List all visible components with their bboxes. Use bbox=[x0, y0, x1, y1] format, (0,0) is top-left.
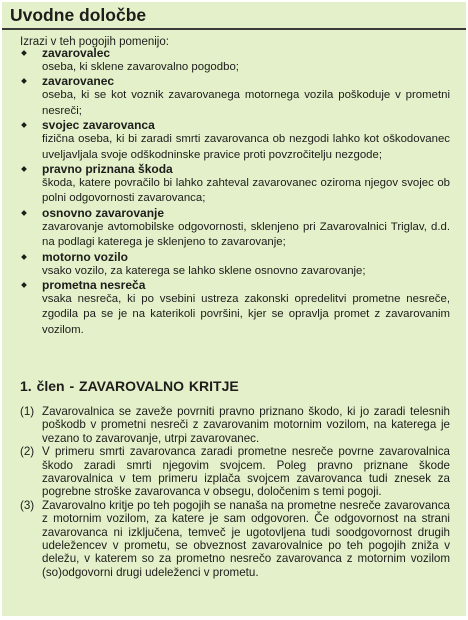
definition-term: prometna nesreča bbox=[42, 278, 146, 293]
diamond-bullet-icon bbox=[21, 210, 27, 216]
definition-text: fizična oseba, ki bi zaradi smrti zavarovanca ob nezgodi lahko kot oškodovanec uveljavljala svoje odškodninske pravice proti povzročitelju nezgode; bbox=[42, 133, 450, 161]
diamond-bullet-icon bbox=[21, 122, 27, 128]
paragraph-number: (3) bbox=[20, 498, 35, 512]
article-paragraph bbox=[20, 445, 450, 499]
definition-text: vsako vozilo, za katerega se lahko sklene osnovno zavarovanje; bbox=[42, 264, 366, 277]
diamond-bullet-icon bbox=[21, 79, 27, 85]
definition-text: zavarovanje avtomobilske odgovornosti, sklenjeno pri Zavarovalnici Triglav, d.d. na podlagi katerega je sklenjeno to zavarovanje; bbox=[42, 220, 450, 249]
page-title: Uvodne določbe bbox=[10, 5, 147, 25]
paragraph-number: (1) bbox=[20, 405, 35, 418]
definition-term: motorno vozilo bbox=[42, 249, 128, 264]
document-page bbox=[2, 2, 466, 616]
definition-item bbox=[20, 119, 450, 163]
definition-text: oseba, ki se kot voznik zavarovanega motornega vozila poškoduje v prometni nesreči; bbox=[42, 89, 450, 117]
diamond-bullet-icon bbox=[21, 282, 27, 288]
diamond-bullet-icon bbox=[21, 166, 27, 172]
definition-item bbox=[20, 251, 450, 279]
paragraph-number: (2) bbox=[20, 445, 35, 459]
definition-term: zavarovalec bbox=[42, 46, 111, 60]
definition-term: svojec zavarovanca bbox=[42, 118, 155, 133]
paragraph-text: V primeru smrti zavarovanca zaradi prometne nesreče povrne zavarovalnica škodo zaradi smrti njegovim svojcem. Poleg pravno priznane škode zavarovalnica v tem primeru izplača svojcem zavarovanca tudi znesek za pogrebne stroške zavarovanca v obsegu, določenim s temi pogoji. bbox=[42, 445, 450, 499]
diamond-bullet-icon bbox=[21, 254, 27, 260]
diamond-bullet-icon bbox=[21, 50, 27, 56]
intro-text: Izrazi v teh pogojih pomenijo: bbox=[20, 36, 169, 48]
definitions-list bbox=[20, 47, 450, 338]
definition-term: zavarovanec bbox=[42, 74, 115, 89]
definition-item bbox=[20, 163, 450, 207]
definition-item bbox=[20, 47, 450, 75]
definition-item bbox=[20, 207, 450, 251]
title-rule bbox=[2, 28, 466, 30]
section-heading: 1. člen - ZAVAROVALNO KRITJE bbox=[20, 378, 239, 394]
definition-term: pravno priznana škoda bbox=[42, 162, 173, 177]
article-paragraphs bbox=[20, 405, 450, 579]
definition-item bbox=[20, 75, 450, 119]
definition-term: osnovno zavarovanje bbox=[42, 205, 165, 220]
paragraph-text: Zavarovalno kritje po teh pogojih se nanaša na prometne nesreče zavarovanca z motornim vozilom, za katere je sam odgovoren. Če odgovornost na strani zavarovanca ni izključena, temveč je ugotovljena tudi soodgovornost drugih udeležencev v prometu, se obveznost zavarovalnice po teh pogojih zniža v deležu, v katerem so za prometno nesrečo zavarovanca z motornim vozilom (so)odgovorni drugi udeleženci v prometu. bbox=[42, 498, 450, 579]
definition-text: vsaka nesreča, ki po vsebini ustreza zakonski opredelitvi prometne nesreče, zgodila pa se je na katerikoli površini, kjer se opravlja promet z zavarovanim vozilom. bbox=[42, 293, 450, 336]
definition-text: oseba, ki sklene zavarovalno pogodbo; bbox=[42, 61, 239, 73]
article-paragraph bbox=[20, 405, 450, 445]
definition-text: škoda, katere povračilo bi lahko zahteval zavarovanec oziroma njegov svojec ob polni odgovornosti zavarovanca; bbox=[42, 177, 450, 205]
article-paragraph bbox=[20, 499, 450, 579]
paragraph-text: Zavarovalnica se zaveže povrniti pravno priznano škodo, ki jo zaradi telesnih poškodb v prometni nesreči z zavarovanim motornim vozilom, na katerega je vezano to zavarovanje, utrpi zavarovanec. bbox=[42, 405, 450, 445]
definition-item bbox=[20, 279, 450, 338]
